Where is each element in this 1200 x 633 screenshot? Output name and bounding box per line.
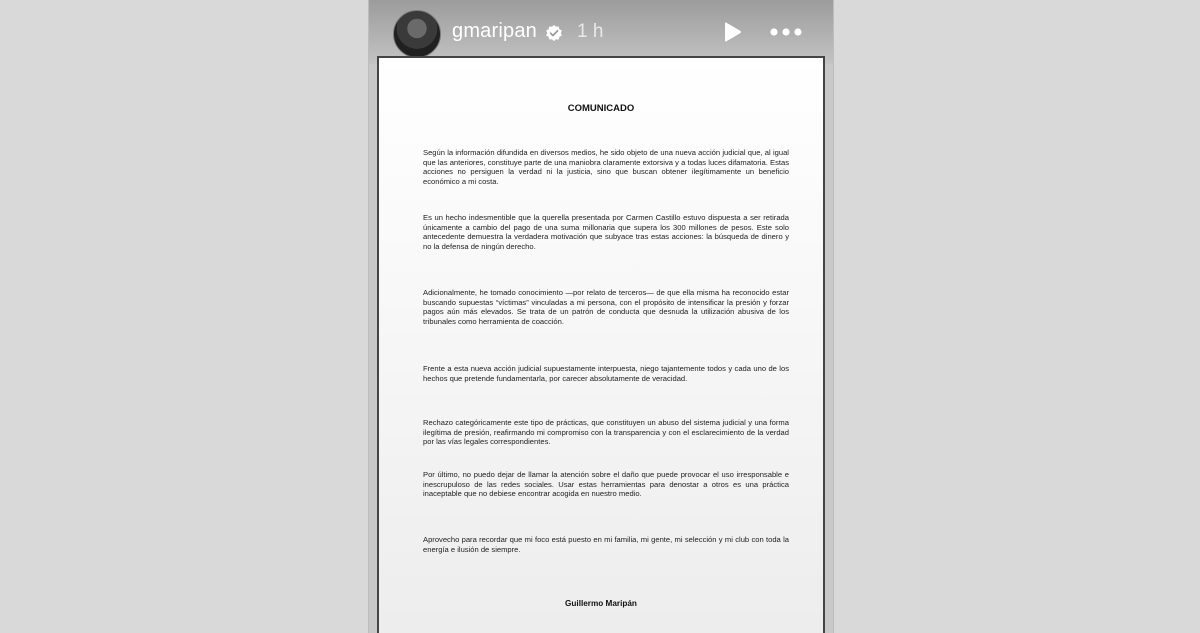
paragraph-5: Rechazo categóricamente este tipo de prácticas, que constituyen un abuso del sistema judicial y una forma ilegítima de presión, reafirmando mi compromiso con la transparencia y con el esclarecimiento de la verdad por las vías legales correspondientes. <box>423 418 789 447</box>
story-viewer <box>368 0 834 633</box>
paragraph-4: Frente a esta nueva acción judicial supuestamente interpuesta, niego tajantemente todos y cada uno de los hechos que pretende fundamentarla, por carecer absolutamente de veracidad. <box>423 364 789 383</box>
statement-document <box>377 56 825 633</box>
paragraph-7: Aprovecho para recordar que mi foco está puesto en mi familia, mi gente, mi selección y mi club con toda la energía e ilusión de siempre. <box>423 535 789 554</box>
signature: Guillermo Maripán <box>565 599 637 608</box>
story-header <box>369 0 833 64</box>
paragraph-3: Adicionalmente, he tomado conocimiento —por relato de terceros— de que ella misma ha reconocido estar buscando supuestas “víctimas” vinculadas a mi persona, con el propósito de intensificar la presión y forzar pagos aún más elevados. Se trata de un patrón de conducta que desnuda la utilización abusiva de los tribunales como herramienta de coacción. <box>423 288 789 326</box>
paragraph-6: Por último, no puedo dejar de llamar la atención sobre el daño que puede provocar el uso irresponsable e inescrupuloso de las redes sociales. Usar estas herramientas para denostar a otros es una práctica inaceptable que no debiese encontrar acogida en nuestro medio. <box>423 470 789 499</box>
play-icon[interactable] <box>721 21 743 43</box>
verified-badge-icon <box>545 24 563 42</box>
paragraph-2: Es un hecho indesmentible que la querella presentada por Carmen Castillo estuvo dispuesta a ser retirada únicamente a cambio del pago de una suma millonaria que supera los 300 millones de pesos. Este solo antecedente demuestra la verdadera motivación que subyace tras estas acciones: la búsqueda de dinero y no la defensa de ningún derecho. <box>423 213 789 251</box>
document-title: COMUNICADO <box>567 103 635 114</box>
paragraph-1: Según la información difundida en diversos medios, he sido objeto de una nueva acción judicial que, al igual que las anteriores, constituye parte de una maniobra claramente extorsiva y a todas luces difamatoria. Estas acciones no persiguen la verdad ni la justicia, sino que buscan obtener ilegítimamente un beneficio económico a mi costa. <box>423 148 789 186</box>
avatar[interactable] <box>393 10 441 58</box>
post-time: 1 h <box>577 21 604 42</box>
username[interactable]: gmaripan <box>452 20 537 42</box>
more-options-icon[interactable] <box>769 24 803 40</box>
